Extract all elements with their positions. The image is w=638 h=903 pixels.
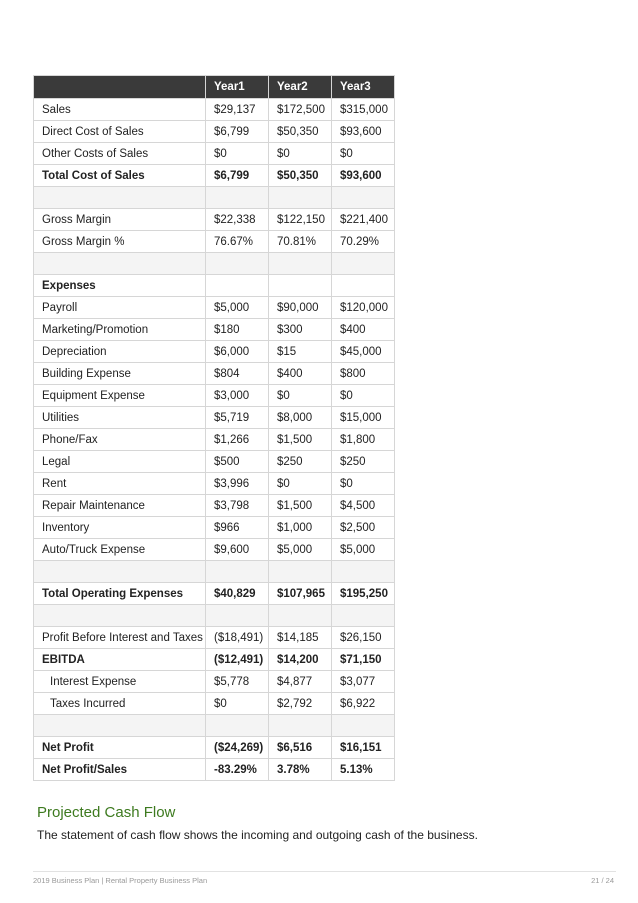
row-value-year1 xyxy=(206,561,269,583)
row-label: Direct Cost of Sales xyxy=(34,121,206,143)
row-label: Phone/Fax xyxy=(34,429,206,451)
table-header-row xyxy=(34,76,395,99)
table-row xyxy=(34,297,395,319)
row-value-year2 xyxy=(269,605,332,627)
profit-loss-table xyxy=(33,75,395,781)
row-value-year2 xyxy=(269,187,332,209)
row-value-year2: $250 xyxy=(269,451,332,473)
table-row xyxy=(34,143,395,165)
row-value-year2: $0 xyxy=(269,143,332,165)
row-label: Interest Expense xyxy=(34,671,206,693)
row-label xyxy=(34,253,206,275)
row-value-year3: $93,600 xyxy=(332,165,395,187)
row-value-year1 xyxy=(206,253,269,275)
table-row xyxy=(34,99,395,121)
row-value-year2: $400 xyxy=(269,363,332,385)
table-row xyxy=(34,341,395,363)
row-value-year3 xyxy=(332,253,395,275)
row-label: Taxes Incurred xyxy=(34,693,206,715)
row-label: Utilities xyxy=(34,407,206,429)
row-label xyxy=(34,715,206,737)
row-value-year2: $172,500 xyxy=(269,99,332,121)
row-label: Depreciation xyxy=(34,341,206,363)
row-value-year3: $4,500 xyxy=(332,495,395,517)
row-value-year2: $122,150 xyxy=(269,209,332,231)
row-value-year2 xyxy=(269,253,332,275)
row-label: Net Profit/Sales xyxy=(34,759,206,781)
row-value-year1: $6,000 xyxy=(206,341,269,363)
table-row xyxy=(34,649,395,671)
row-value-year2: $1,000 xyxy=(269,517,332,539)
row-value-year1: $0 xyxy=(206,693,269,715)
row-label: Marketing/Promotion xyxy=(34,319,206,341)
row-value-year2: $300 xyxy=(269,319,332,341)
row-value-year3 xyxy=(332,275,395,297)
row-value-year2: $1,500 xyxy=(269,495,332,517)
row-value-year3: $2,500 xyxy=(332,517,395,539)
table-row xyxy=(34,539,395,561)
row-label: Other Costs of Sales xyxy=(34,143,206,165)
table-row xyxy=(34,605,395,627)
row-label: Total Operating Expenses xyxy=(34,583,206,605)
row-value-year3: $0 xyxy=(332,473,395,495)
table-row xyxy=(34,231,395,253)
row-label: Repair Maintenance xyxy=(34,495,206,517)
row-value-year1: $6,799 xyxy=(206,165,269,187)
row-value-year2: $90,000 xyxy=(269,297,332,319)
row-value-year1: $5,778 xyxy=(206,671,269,693)
row-value-year1: $1,266 xyxy=(206,429,269,451)
row-value-year3: $250 xyxy=(332,451,395,473)
row-value-year3: 70.29% xyxy=(332,231,395,253)
row-label: Gross Margin xyxy=(34,209,206,231)
row-value-year3: $71,150 xyxy=(332,649,395,671)
row-label: Equipment Expense xyxy=(34,385,206,407)
row-value-year1 xyxy=(206,275,269,297)
row-value-year1: $5,719 xyxy=(206,407,269,429)
table-row xyxy=(34,627,395,649)
table-row xyxy=(34,121,395,143)
row-value-year2 xyxy=(269,715,332,737)
row-label: Net Profit xyxy=(34,737,206,759)
row-value-year2: $5,000 xyxy=(269,539,332,561)
row-value-year3: $0 xyxy=(332,143,395,165)
row-label: Sales xyxy=(34,99,206,121)
row-value-year2: $14,185 xyxy=(269,627,332,649)
row-value-year3: $1,800 xyxy=(332,429,395,451)
row-value-year2: $50,350 xyxy=(269,121,332,143)
table-row xyxy=(34,473,395,495)
table-row xyxy=(34,385,395,407)
row-label xyxy=(34,187,206,209)
row-value-year1: ($18,491) xyxy=(206,627,269,649)
table-row xyxy=(34,187,395,209)
row-label: Payroll xyxy=(34,297,206,319)
section-description: The statement of cash flow shows the incoming and outgoing cash of the business. xyxy=(37,828,478,842)
row-value-year2: $6,516 xyxy=(269,737,332,759)
row-value-year1: $500 xyxy=(206,451,269,473)
row-value-year1: $5,000 xyxy=(206,297,269,319)
row-value-year2: $15 xyxy=(269,341,332,363)
row-value-year3: $0 xyxy=(332,385,395,407)
table-row xyxy=(34,693,395,715)
table-row xyxy=(34,737,395,759)
row-value-year3: $15,000 xyxy=(332,407,395,429)
table-row xyxy=(34,583,395,605)
row-label xyxy=(34,561,206,583)
row-label: EBITDA xyxy=(34,649,206,671)
row-value-year1: ($12,491) xyxy=(206,649,269,671)
row-value-year2: $14,200 xyxy=(269,649,332,671)
row-value-year2: 70.81% xyxy=(269,231,332,253)
table-row xyxy=(34,165,395,187)
row-value-year3: $400 xyxy=(332,319,395,341)
table-row xyxy=(34,517,395,539)
row-value-year2: $107,965 xyxy=(269,583,332,605)
row-value-year2: $0 xyxy=(269,473,332,495)
table-row xyxy=(34,429,395,451)
table-body xyxy=(34,99,395,781)
row-value-year3: $26,150 xyxy=(332,627,395,649)
row-value-year1: $3,798 xyxy=(206,495,269,517)
header-cell-year2: Year2 xyxy=(269,76,332,99)
row-value-year3 xyxy=(332,605,395,627)
row-value-year2: $1,500 xyxy=(269,429,332,451)
table-row xyxy=(34,363,395,385)
row-value-year3: $45,000 xyxy=(332,341,395,363)
row-value-year2: $8,000 xyxy=(269,407,332,429)
table-row xyxy=(34,253,395,275)
row-value-year3: $800 xyxy=(332,363,395,385)
row-value-year2: $50,350 xyxy=(269,165,332,187)
footer-document-title: 2019 Business Plan | Rental Property Business Plan xyxy=(33,876,208,885)
row-label: Rent xyxy=(34,473,206,495)
row-value-year2: $0 xyxy=(269,385,332,407)
row-label: Auto/Truck Expense xyxy=(34,539,206,561)
row-value-year1: $0 xyxy=(206,143,269,165)
table-row xyxy=(34,209,395,231)
row-value-year2 xyxy=(269,561,332,583)
row-value-year3: $5,000 xyxy=(332,539,395,561)
table-row xyxy=(34,319,395,341)
section-title: Projected Cash Flow xyxy=(37,804,176,821)
row-value-year3: 5.13% xyxy=(332,759,395,781)
table-row xyxy=(34,561,395,583)
table-row xyxy=(34,407,395,429)
row-label: Total Cost of Sales xyxy=(34,165,206,187)
row-label xyxy=(34,605,206,627)
row-value-year3 xyxy=(332,715,395,737)
row-value-year2 xyxy=(269,275,332,297)
row-label: Profit Before Interest and Taxes xyxy=(34,627,206,649)
row-value-year1: $22,338 xyxy=(206,209,269,231)
row-label: Legal xyxy=(34,451,206,473)
footer-divider xyxy=(33,871,616,872)
row-value-year1: $6,799 xyxy=(206,121,269,143)
row-value-year1: $804 xyxy=(206,363,269,385)
row-value-year1: $9,600 xyxy=(206,539,269,561)
row-value-year3: $16,151 xyxy=(332,737,395,759)
row-value-year2: $2,792 xyxy=(269,693,332,715)
row-value-year1: ($24,269) xyxy=(206,737,269,759)
header-cell-year1: Year1 xyxy=(206,76,269,99)
row-value-year1 xyxy=(206,187,269,209)
row-value-year1: -83.29% xyxy=(206,759,269,781)
table-row xyxy=(34,715,395,737)
row-value-year3: $315,000 xyxy=(332,99,395,121)
table-row xyxy=(34,275,395,297)
row-value-year1: $966 xyxy=(206,517,269,539)
row-value-year3: $195,250 xyxy=(332,583,395,605)
row-value-year1 xyxy=(206,715,269,737)
row-label: Inventory xyxy=(34,517,206,539)
header-cell-year3: Year3 xyxy=(332,76,395,99)
row-value-year1: $3,000 xyxy=(206,385,269,407)
row-label: Expenses xyxy=(34,275,206,297)
row-value-year1: $180 xyxy=(206,319,269,341)
row-value-year3 xyxy=(332,187,395,209)
row-value-year2: $4,877 xyxy=(269,671,332,693)
row-value-year2: 3.78% xyxy=(269,759,332,781)
row-value-year1: $29,137 xyxy=(206,99,269,121)
header-cell-label xyxy=(34,76,206,99)
footer-page-number: 21 / 24 xyxy=(591,876,614,885)
row-value-year3: $3,077 xyxy=(332,671,395,693)
table-row xyxy=(34,671,395,693)
row-value-year1: $3,996 xyxy=(206,473,269,495)
row-value-year3: $120,000 xyxy=(332,297,395,319)
row-value-year1 xyxy=(206,605,269,627)
row-value-year1: $40,829 xyxy=(206,583,269,605)
row-value-year3: $6,922 xyxy=(332,693,395,715)
row-value-year3: $221,400 xyxy=(332,209,395,231)
row-value-year3: $93,600 xyxy=(332,121,395,143)
table-row xyxy=(34,451,395,473)
row-value-year3 xyxy=(332,561,395,583)
table-row xyxy=(34,759,395,781)
row-value-year1: 76.67% xyxy=(206,231,269,253)
row-label: Gross Margin % xyxy=(34,231,206,253)
row-label: Building Expense xyxy=(34,363,206,385)
table-row xyxy=(34,495,395,517)
